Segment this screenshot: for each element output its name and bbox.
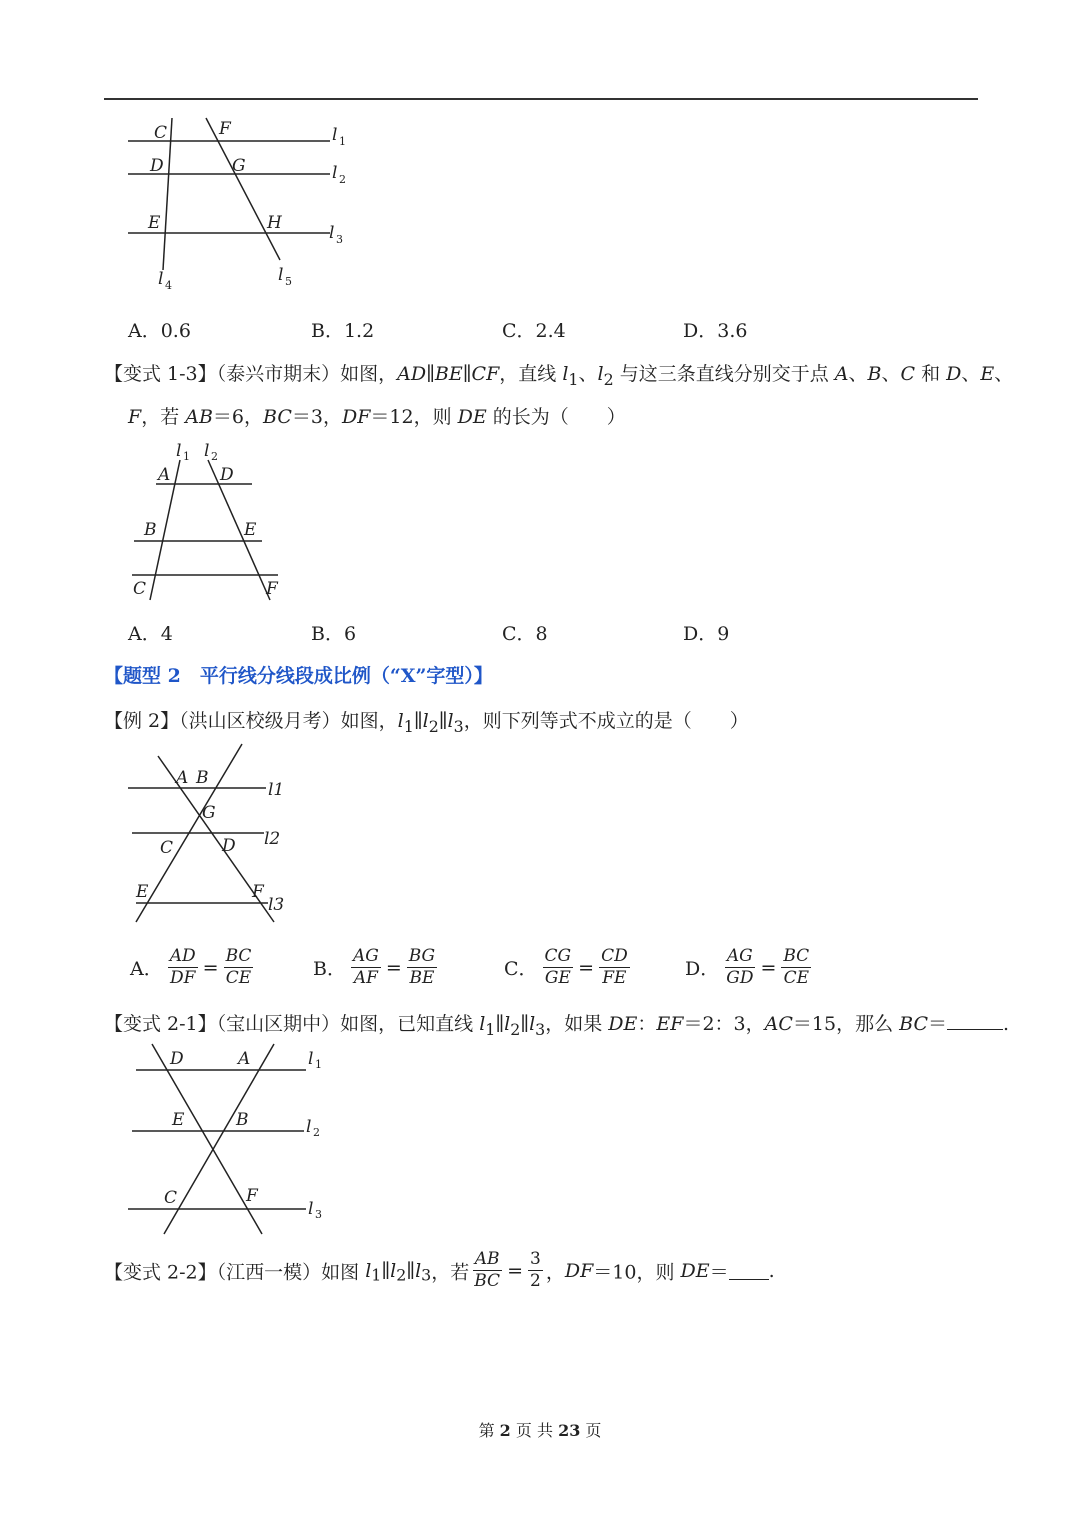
answer-blank-de[interactable]	[729, 1261, 769, 1280]
point-label-E: E	[172, 1110, 185, 1130]
point-label-D: D	[222, 836, 236, 856]
point-label-G: G	[232, 156, 246, 176]
variant-1-3-source: （泰兴市期末）	[216, 363, 341, 385]
line-label-l4: l	[158, 269, 164, 289]
variant-2-1-source: （宝山区期中）	[216, 1013, 341, 1035]
point-label-D: D	[170, 1049, 184, 1069]
line-label-l2-sub: 2	[313, 1126, 320, 1139]
point-label-C: C	[154, 123, 168, 143]
point-label-G: G	[202, 803, 216, 823]
variant-2-1-tag: 【变式 2-1】	[104, 1013, 217, 1035]
point-label-C: C	[133, 579, 147, 599]
q1-option-b: B．1.2	[311, 320, 375, 342]
line-label-l2-sub: 2	[211, 450, 218, 463]
line-label-l1: l	[308, 1049, 314, 1069]
line-label-l2: l	[204, 441, 210, 461]
line-label-l2: l	[332, 163, 338, 183]
point-label-F: F	[252, 882, 264, 902]
point-label-A: A	[176, 768, 189, 788]
variant-1-3-option-d: D．9	[683, 623, 730, 645]
point-label-E: E	[148, 213, 161, 233]
figure-variant-1-3	[128, 436, 298, 606]
example-2-stem: 【例 2】（洪山区校级月考）如图，$l_1\parallel l_2\parallel l_3$，则下列等式不成立的是（ ）	[104, 710, 749, 736]
variant-2-2-tag: 【变式 2-2】	[104, 1261, 217, 1284]
point-label-B: B	[144, 520, 157, 540]
current-page-number: 2	[499, 1421, 511, 1440]
line-label-l1-sub: 1	[315, 1058, 322, 1071]
q1-option-a: A．0.6	[128, 320, 191, 342]
line-label-l1: l	[332, 125, 338, 145]
figure-variant-2-1	[124, 1040, 334, 1240]
line-label-l1: l	[176, 441, 182, 461]
variant-2-2-stem: 【变式 2-2】（江西一模）如图 $l_1\parallel l_2\parallel l_3$，若 $\frac{AB}{BC}$ = $\frac{3}{2}$ ，DF＝10，则 DE＝ .	[104, 1249, 775, 1292]
figure-parallel-lines-1	[120, 112, 360, 302]
variant-1-3-option-b: B．6	[311, 623, 357, 645]
variant-2-2-source: （江西一模）	[216, 1261, 322, 1284]
line-label-l2: l2	[264, 829, 281, 849]
point-label-H: H	[267, 213, 282, 233]
line-label-l1: l1	[268, 780, 285, 800]
example-2-option-c: C． $\frac{CG}{GE}$ = $\frac{CD}{FE}$	[504, 946, 628, 989]
q1-option-c: C．2.4	[502, 320, 566, 342]
line-label-l3-sub: 3	[315, 1208, 322, 1221]
line-label-l3: l3	[268, 895, 285, 915]
figure-example-2	[124, 740, 294, 930]
line-l2	[208, 460, 270, 600]
line-label-l3: l	[308, 1199, 314, 1219]
variant-2-1-stem: 【变式 2-1】（宝山区期中）如图，已知直线 $l_1\parallel l_2\parallel l_3$，如果 DE：EF＝2：3，AC＝15，那么 BC＝ .	[104, 1013, 1010, 1039]
line-label-l1-sub: 1	[183, 450, 190, 463]
page-footer: 第 2 页 共 23 页	[478, 1421, 602, 1440]
header-rule	[104, 98, 978, 100]
line-l5	[206, 118, 280, 260]
example-2-tag: 【例 2】	[104, 710, 180, 732]
line-label-l3-sub: 3	[336, 233, 343, 246]
topic-2-heading: 【题型 2 平行线分线段成比例（“X”字型）】	[104, 665, 493, 687]
line-label-l3: l	[329, 223, 335, 243]
point-label-C: C	[160, 838, 174, 858]
point-label-F: F	[266, 579, 278, 599]
example-2-option-d: D． $\frac{AG}{GD}$ = $\frac{BC}{CE}$	[685, 946, 810, 989]
line-label-l4-sub: 4	[165, 279, 172, 292]
point-label-F: F	[246, 1186, 258, 1206]
point-label-B: B	[236, 1110, 249, 1130]
example-2-source: （洪山区校级月考）	[179, 710, 341, 732]
q1-option-d: D．3.6	[683, 320, 748, 342]
point-label-E: E	[136, 882, 149, 902]
total-pages: 23	[558, 1421, 581, 1440]
point-label-D: D	[220, 465, 234, 485]
point-label-C: C	[164, 1188, 178, 1208]
point-label-B: B	[196, 768, 209, 788]
line-label-l2: l	[306, 1117, 312, 1137]
line-label-l5: l	[278, 265, 284, 285]
answer-blank-bc[interactable]	[947, 1029, 1003, 1030]
variant-1-3-line2: F，若 AB＝6，BC＝3，DF＝12，则 DE 的长为（ ）	[128, 406, 626, 428]
variant-1-3-option-c: C．8	[502, 623, 548, 645]
example-2-option-a: A． $\frac{AD}{DF}$ = $\frac{BC}{CE}$	[130, 946, 252, 989]
point-label-D: D	[150, 156, 164, 176]
variant-1-3-line1: 【变式 1-3】（泰兴市期末）如图，AD∥BE∥CF，直线 $l_1$、$l_2$ 与这三条直线分别交于点 A、B、C 和 D、E、	[104, 363, 1014, 389]
variant-1-3-tag: 【变式 1-3】	[104, 363, 217, 385]
point-label-F: F	[219, 119, 231, 139]
point-label-E: E	[244, 520, 257, 540]
example-2-option-b: B． $\frac{AG}{AF}$ = $\frac{BG}{BE}$	[313, 946, 436, 989]
point-label-A: A	[158, 465, 171, 485]
line-label-l5-sub: 5	[285, 275, 292, 288]
point-label-A: A	[238, 1049, 251, 1069]
variant-1-3-option-a: A．4	[128, 623, 173, 645]
line-label-l1-sub: 1	[339, 135, 346, 148]
line-label-l2-sub: 2	[339, 173, 346, 186]
